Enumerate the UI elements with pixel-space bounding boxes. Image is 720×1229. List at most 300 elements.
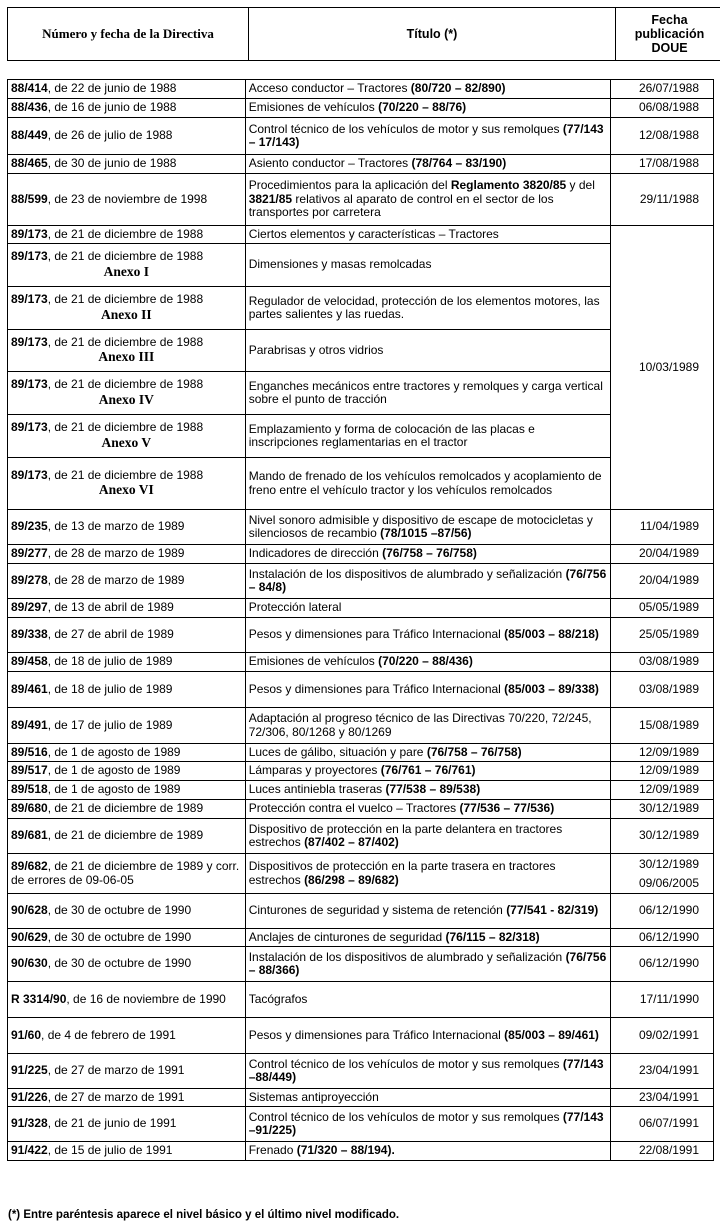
title-cell <box>245 929 611 947</box>
title-text: Emisiones de vehículos <box>248 654 379 669</box>
directive-cell <box>8 174 246 226</box>
publication-date: 17/08/1988 <box>638 156 699 171</box>
title-text: Dispositivos de protección en la parte trasera en tractores estrechos <box>248 859 556 887</box>
directive-cell <box>8 287 246 330</box>
header-date-line2: publicación <box>634 27 705 41</box>
directive-date: , de 23 de noviembre de 1998 <box>47 191 208 206</box>
table-row <box>8 762 714 781</box>
title-text: Luces de gálibo, situación y pare <box>248 744 427 759</box>
directive-cell <box>8 854 246 894</box>
title-text: Tacógrafos <box>248 991 308 1006</box>
directive-number: 89/516 <box>11 744 48 759</box>
publication-date: 03/08/1989 <box>638 681 699 696</box>
directive-number: 89/458 <box>11 654 48 669</box>
publication-date-cell <box>611 819 714 854</box>
title-cell <box>245 174 611 226</box>
table-row <box>8 894 714 929</box>
title-reference: (78/1015 –87/56) <box>380 526 472 540</box>
directive-number: R 3314/90 <box>11 991 67 1006</box>
publication-date-cell <box>611 599 714 618</box>
title-text: Procedimientos para la aplicación del <box>248 178 451 193</box>
title-cell <box>245 458 611 510</box>
title-text: Mando de frenado de los vehículos remolcados y acoplamiento de freno entre el vehículo tractor y los vehículos remolcados <box>248 469 602 497</box>
title-reference: (77/143 –88/449) <box>248 1056 604 1084</box>
table-row <box>8 458 714 510</box>
directive-date: , de 4 de febrero de 1991 <box>41 1027 176 1042</box>
title-text: relativos al aparato de control en el sector de los transportes por carretera <box>248 191 554 220</box>
publication-date-cell <box>611 947 714 982</box>
title-reference: (77/538 – 89/538) <box>385 782 481 797</box>
directive-cell <box>8 1018 246 1054</box>
publication-date: 20/04/1989 <box>638 546 699 561</box>
directive-number: 91/328 <box>11 1116 48 1131</box>
directive-cell <box>8 929 246 947</box>
directive-date: , de 1 de agosto de 1989 <box>47 782 181 797</box>
publication-date: 15/08/1989 <box>638 717 699 732</box>
directive-date: , de 13 de marzo de 1989 <box>47 519 185 534</box>
directive-cell <box>8 599 246 618</box>
title-reference: 3821/85 <box>248 191 293 206</box>
directive-date: , de 27 de abril de 1989 <box>47 627 174 642</box>
annex-label: Anexo V <box>101 434 152 450</box>
table-row <box>8 287 714 330</box>
title-cell <box>245 894 611 929</box>
title-text: Cinturones de seguridad y sistema de retención <box>248 903 507 918</box>
directive-number: 89/338 <box>11 627 48 642</box>
title-reference: (76/115 – 82/318) <box>445 929 540 944</box>
directive-cell <box>8 800 246 819</box>
publication-date: 17/11/1990 <box>639 991 699 1006</box>
directive-cell <box>8 708 246 744</box>
directive-cell <box>8 372 246 415</box>
directive-date: , de 18 de julio de 1989 <box>47 654 173 669</box>
directive-date: , de 1 de agosto de 1989 <box>47 744 181 759</box>
publication-date: 22/08/1991 <box>638 1143 699 1158</box>
directive-number: 90/628 <box>11 903 48 918</box>
title-cell <box>245 1018 611 1054</box>
title-text: Instalación de los dispositivos de alumbrado y señalización <box>248 949 566 964</box>
directive-cell <box>8 653 246 672</box>
title-cell <box>245 947 611 982</box>
table-row <box>8 1089 714 1107</box>
publication-date: 10/03/1989 <box>638 359 699 374</box>
title-reference: (80/720 – 82/890) <box>410 81 506 96</box>
directive-cell <box>8 781 246 800</box>
title-cell <box>245 545 611 564</box>
directive-number: 89/491 <box>11 717 48 732</box>
publication-date: 06/12/1990 <box>638 903 699 918</box>
directive-number: 91/226 <box>11 1089 48 1104</box>
table-row <box>8 372 714 415</box>
publication-date: 06/12/1990 <box>638 956 699 971</box>
publication-date-cell <box>611 99 714 118</box>
publication-date-cell <box>611 1089 714 1107</box>
directive-number: 89/278 <box>11 573 48 588</box>
title-cell <box>245 1054 611 1089</box>
table-row <box>8 672 714 708</box>
directive-date: , de 28 de marzo de 1989 <box>47 546 185 561</box>
title-text: Control técnico de los vehículos de motor y sus remolques <box>248 1109 563 1124</box>
publication-date: 23/04/1991 <box>638 1089 699 1104</box>
publication-date-cell <box>611 1107 714 1142</box>
directive-number: 89/173 <box>11 292 48 307</box>
directive-date: , de 15 de julio de 1991 <box>47 1143 173 1158</box>
directive-number: 89/173 <box>11 467 48 482</box>
table-row <box>8 744 714 762</box>
title-text: Emplazamiento y forma de colocación de las placas e inscripciones reglamentarias en el tractor <box>248 421 535 449</box>
annex-label: Anexo IV <box>98 391 154 407</box>
directive-date: , de 26 de julio de 1988 <box>47 128 173 143</box>
publication-date-cell <box>611 982 714 1018</box>
title-cell <box>245 762 611 781</box>
directive-date: , de 1 de agosto de 1989 <box>47 763 181 778</box>
title-text: Sistemas antiproyección <box>248 1089 379 1104</box>
title-cell <box>245 287 611 330</box>
directive-number: 89/173 <box>11 334 48 349</box>
publication-date: 12/09/1989 <box>638 744 699 759</box>
publication-date-cell <box>611 744 714 762</box>
directive-date: , de 21 de diciembre de 1989 <box>47 828 204 843</box>
directive-number: 89/517 <box>11 763 48 778</box>
title-cell <box>245 653 611 672</box>
publication-date: 06/08/1988 <box>638 100 699 115</box>
publication-date: 05/05/1989 <box>638 600 699 615</box>
publication-date-cell <box>611 1018 714 1054</box>
directive-number: 89/297 <box>11 600 48 615</box>
title-text: Ciertos elementos y características – Tractores <box>248 226 499 241</box>
table-row <box>8 947 714 982</box>
publication-date: 06/07/1991 <box>638 1116 699 1131</box>
header-table <box>7 7 720 61</box>
directive-number: 91/422 <box>11 1143 48 1158</box>
title-text: Control técnico de los vehículos de motor y sus remolques <box>248 1056 563 1071</box>
directive-number: 91/60 <box>11 1027 42 1042</box>
directive-cell <box>8 744 246 762</box>
directive-date: , de 21 de diciembre de 1988 <box>47 467 204 482</box>
directive-date: , de 21 de junio de 1991 <box>47 1116 177 1131</box>
directive-cell <box>8 618 246 653</box>
header-directive: Número y fecha de la Directiva <box>8 8 249 61</box>
annex-label: Anexo II <box>101 306 152 322</box>
title-reference: (76/758 – 76/758) <box>426 744 522 759</box>
table-row <box>8 1142 714 1161</box>
title-cell <box>245 510 611 545</box>
table-row <box>8 510 714 545</box>
title-text: Parabrisas y otros vidrios <box>248 342 384 357</box>
directive-number: 90/630 <box>11 956 48 971</box>
directive-cell <box>8 510 246 545</box>
title-cell <box>245 708 611 744</box>
publication-date-cell <box>611 155 714 174</box>
directive-cell <box>8 330 246 372</box>
title-cell <box>245 80 611 99</box>
table-row <box>8 800 714 819</box>
table-row <box>8 174 714 226</box>
table-row <box>8 545 714 564</box>
publication-date-cell <box>611 226 714 510</box>
title-text: Frenado <box>248 1143 297 1158</box>
directive-number: 88/599 <box>11 191 48 206</box>
title-text: Adaptación al progreso técnico de las Directivas 70/220, 72/245, 72/306, 80/1268 y 80/1269 <box>248 711 592 739</box>
directive-number: 89/173 <box>11 226 48 241</box>
annex-label: Anexo VI <box>98 482 154 498</box>
title-cell <box>245 564 611 599</box>
directive-cell <box>8 947 246 982</box>
publication-date: 09/02/1991 <box>638 1027 699 1042</box>
table-row <box>8 118 714 155</box>
directive-cell <box>8 819 246 854</box>
title-text: Pesos y dimensiones para Tráfico Internacional <box>248 681 505 696</box>
publication-date: 30/12/1989 <box>638 801 699 816</box>
title-text: Luces antiniebla traseras <box>248 782 386 797</box>
directive-date: , de 27 de marzo de 1991 <box>47 1089 185 1104</box>
table-row <box>8 226 714 244</box>
directive-date: , de 21 de diciembre de 1988 <box>47 249 204 264</box>
title-cell <box>245 982 611 1018</box>
publication-date-cell <box>611 781 714 800</box>
directive-cell <box>8 415 246 458</box>
table-row <box>8 708 714 744</box>
table-row <box>8 929 714 947</box>
directive-number: 89/173 <box>11 249 48 264</box>
title-reference: (77/541 - 82/319) <box>506 903 599 918</box>
directive-cell <box>8 118 246 155</box>
directive-number: 88/465 <box>11 156 48 171</box>
directive-cell <box>8 1054 246 1089</box>
title-reference: Reglamento 3820/85 <box>450 178 567 193</box>
title-cell <box>245 244 611 287</box>
directive-date: , de 30 de junio de 1988 <box>47 156 177 171</box>
table-row <box>8 982 714 1018</box>
header-date-line3: DOUE <box>651 41 688 55</box>
directive-cell <box>8 226 246 244</box>
publication-date: 25/05/1989 <box>638 627 699 642</box>
directive-number: 90/629 <box>11 929 48 944</box>
publication-date: 29/11/1988 <box>639 191 699 206</box>
title-text: Dispositivo de protección en la parte delantera en tractores estrechos <box>248 821 563 849</box>
title-text: Lámparas y proyectores <box>248 763 381 778</box>
publication-date-cell <box>611 618 714 653</box>
directive-date: , de 13 de abril de 1989 <box>47 600 174 615</box>
directives-table-body <box>8 80 714 1161</box>
table-row <box>8 330 714 372</box>
directive-number: 89/461 <box>11 681 48 696</box>
table-row <box>8 1054 714 1089</box>
title-text: Instalación de los dispositivos de alumbrado y señalización <box>248 566 566 581</box>
publication-date-cell <box>611 929 714 947</box>
directive-cell <box>8 458 246 510</box>
directives-table <box>7 79 714 1161</box>
directive-cell <box>8 155 246 174</box>
publication-date-cell <box>611 174 714 226</box>
table-row <box>8 564 714 599</box>
title-reference: (85/003 – 89/461) <box>504 1027 599 1042</box>
directive-number: 89/173 <box>11 420 48 435</box>
directive-cell <box>8 672 246 708</box>
publication-date: 23/04/1991 <box>638 1063 699 1078</box>
directive-date: , de 17 de julio de 1989 <box>47 717 173 732</box>
publication-date: 30/12/1989 <box>638 856 699 871</box>
title-reference: (70/220 – 88/76) <box>378 100 467 115</box>
title-text: Pesos y dimensiones para Tráfico Internacional <box>248 627 505 642</box>
title-cell <box>245 1089 611 1107</box>
publication-date: 20/04/1989 <box>638 573 699 588</box>
title-reference: (87/402 – 87/402) <box>304 835 399 849</box>
directive-cell <box>8 1142 246 1161</box>
directive-cell <box>8 99 246 118</box>
directive-date: , de 21 de diciembre de 1988 <box>47 334 204 349</box>
title-text: Nivel sonoro admisible y dispositivo de escape de motocicletas y silenciosos de recambio <box>248 512 593 540</box>
directive-cell <box>8 80 246 99</box>
publication-date-cell <box>611 1142 714 1161</box>
table-row <box>8 155 714 174</box>
directive-date: , de 18 de julio de 1989 <box>47 681 173 696</box>
directive-date: , de 21 de diciembre de 1988 <box>47 226 204 241</box>
title-reference: (76/761 – 76/761) <box>380 763 476 778</box>
title-cell <box>245 99 611 118</box>
title-reference: (86/298 – 89/682) <box>304 872 399 887</box>
title-cell <box>245 781 611 800</box>
publication-date: 12/09/1989 <box>638 763 699 778</box>
title-cell <box>245 372 611 415</box>
table-row <box>8 1107 714 1142</box>
title-cell <box>245 800 611 819</box>
title-cell <box>245 415 611 458</box>
directive-cell <box>8 244 246 287</box>
title-cell <box>245 1142 611 1161</box>
title-cell <box>245 819 611 854</box>
title-reference: (78/764 – 83/190) <box>411 156 507 171</box>
directive-cell <box>8 982 246 1018</box>
directive-cell <box>8 894 246 929</box>
title-reference: (70/220 – 88/436) <box>378 654 473 669</box>
directive-date: , de 28 de marzo de 1989 <box>47 573 185 588</box>
publication-date-cell <box>611 854 714 894</box>
table-row <box>8 1018 714 1054</box>
header-row <box>8 8 720 61</box>
title-cell <box>245 1107 611 1142</box>
directive-number: 89/682 <box>11 859 48 873</box>
directive-date: , de 30 de octubre de 1990 <box>47 903 192 918</box>
directive-number: 89/173 <box>11 377 48 392</box>
title-text: Asiento conductor – Tractores <box>248 156 412 171</box>
publication-date-cell <box>611 672 714 708</box>
title-text: Indicadores de dirección <box>248 546 383 561</box>
title-text: Regulador de velocidad, protección de los elementos motores, las partes salientes y las ruedas. <box>248 293 600 321</box>
title-reference: (71/320 – 88/194). <box>296 1143 395 1158</box>
table-row <box>8 599 714 618</box>
title-text: Protección contra el vuelco – Tractores <box>248 801 460 816</box>
directive-date: , de 27 de marzo de 1991 <box>47 1063 185 1078</box>
publication-date: 06/12/1990 <box>638 929 699 944</box>
table-row <box>8 415 714 458</box>
title-reference: (77/143 –91/225) <box>248 1109 604 1137</box>
title-reference: (76/758 – 76/758) <box>382 546 477 561</box>
publication-date-cell <box>611 1054 714 1089</box>
title-cell <box>245 226 611 244</box>
title-text: y del <box>566 178 595 193</box>
publication-date: 30/12/1989 <box>638 828 699 843</box>
footnote: (*) Entre paréntesis aparece el nivel básico y el último nivel modificado. <box>8 1209 400 1221</box>
title-cell <box>245 672 611 708</box>
directive-date: , de 16 de noviembre de 1990 <box>66 991 226 1006</box>
table-row <box>8 99 714 118</box>
header-title: Título (*) <box>249 8 616 61</box>
publication-date-cell <box>611 564 714 599</box>
directive-date: , de 21 de diciembre de 1988 <box>47 377 204 392</box>
title-reference: (77/536 – 77/536) <box>459 801 555 816</box>
directive-cell <box>8 1089 246 1107</box>
title-text: Pesos y dimensiones para Tráfico Internacional <box>248 1027 505 1042</box>
title-cell <box>245 854 611 894</box>
publication-date-cell <box>611 510 714 545</box>
publication-date-cell <box>611 800 714 819</box>
directive-cell <box>8 545 246 564</box>
table-row <box>8 854 714 894</box>
publication-date-cell <box>611 80 714 99</box>
directive-number: 89/518 <box>11 782 48 797</box>
title-reference: (76/756 – 88/366) <box>248 949 607 977</box>
directive-date: , de 30 de octubre de 1990 <box>47 929 192 944</box>
directive-date: , de 21 de diciembre de 1989 y corr. de errores de 09-06-05 <box>11 859 240 887</box>
title-text: Dimensiones y masas remolcadas <box>248 257 432 272</box>
title-reference: (85/003 – 88/218) <box>504 627 599 642</box>
directive-date: , de 21 de diciembre de 1988 <box>47 292 204 307</box>
publication-date: 12/09/1989 <box>638 782 699 797</box>
title-text: Anclajes de cinturones de seguridad <box>248 929 446 944</box>
publication-date-cell <box>611 708 714 744</box>
directive-date: , de 21 de diciembre de 1989 <box>47 801 204 816</box>
title-text: Acceso conductor – Tractores <box>248 81 411 96</box>
table-row <box>8 618 714 653</box>
directive-date: , de 22 de junio de 1988 <box>47 81 177 96</box>
title-text: Protección lateral <box>248 600 342 615</box>
annex-label: Anexo III <box>98 349 155 365</box>
directive-number: 88/449 <box>11 128 48 143</box>
title-cell <box>245 618 611 653</box>
table-row <box>8 819 714 854</box>
annex-label: Anexo I <box>103 263 150 279</box>
title-cell <box>245 330 611 372</box>
directive-date: , de 16 de junio de 1988 <box>47 100 177 115</box>
publication-date: 26/07/1988 <box>638 81 699 96</box>
directive-number: 89/277 <box>11 546 48 561</box>
publication-date-cell <box>611 762 714 781</box>
directive-cell <box>8 762 246 781</box>
directive-date: , de 30 de octubre de 1990 <box>47 956 192 971</box>
publication-date-cell <box>611 118 714 155</box>
title-cell <box>245 118 611 155</box>
header-publication-date <box>616 8 720 61</box>
title-reference: (85/003 – 89/338) <box>504 681 599 696</box>
table-row <box>8 80 714 99</box>
publication-date-correction: 09/06/2005 <box>638 875 699 890</box>
directive-cell <box>8 1107 246 1142</box>
table-row <box>8 244 714 287</box>
publication-date-cell <box>611 545 714 564</box>
directive-number: 88/414 <box>11 81 48 96</box>
directive-number: 88/436 <box>11 100 48 115</box>
title-cell <box>245 744 611 762</box>
publication-date-cell <box>611 894 714 929</box>
directive-cell <box>8 564 246 599</box>
title-reference: (77/143 – 17/143) <box>248 121 604 149</box>
directive-number: 89/680 <box>11 801 48 816</box>
publication-date: 11/04/1989 <box>639 519 699 534</box>
directive-number: 89/681 <box>11 828 48 843</box>
directive-date: , de 21 de diciembre de 1988 <box>47 420 204 435</box>
title-text: Control técnico de los vehículos de motor y sus remolques <box>248 121 563 136</box>
